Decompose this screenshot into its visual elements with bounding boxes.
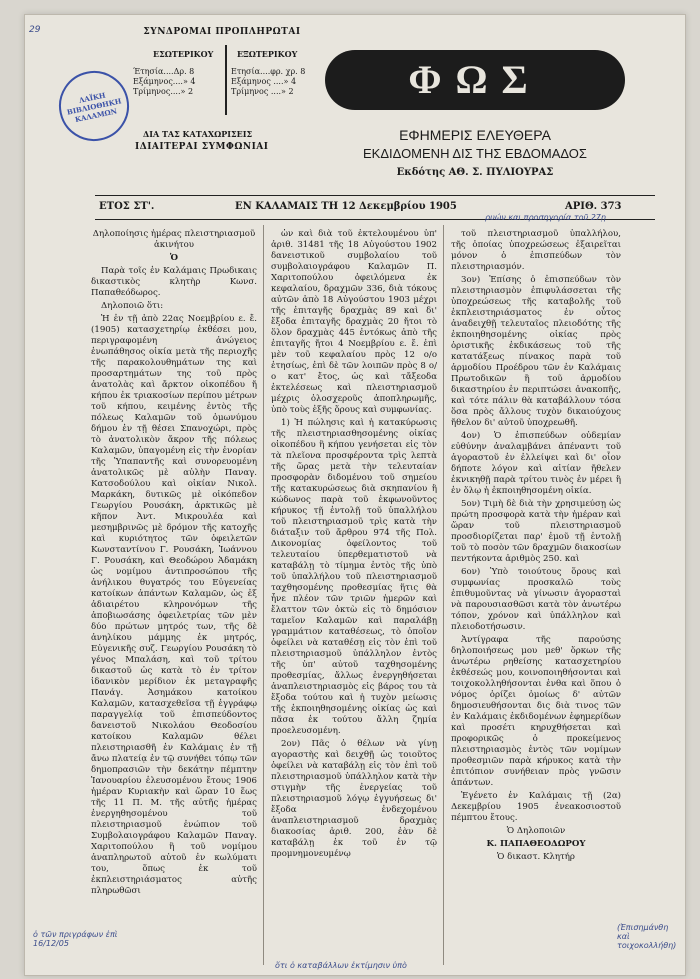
column-separator <box>443 225 444 965</box>
issue-number: ΑΡΙΘ. 373 <box>565 201 622 212</box>
issue-year: ΕΤΟΣ ΣΤ'. <box>99 201 155 212</box>
subscription-title: ΣΥΝΔΡΟΜΑΙ ΠΡΟΠΛΗΡΩΤΑΙ <box>143 27 301 37</box>
ads-terms: ΙΔΙΑΙΤΕΡΑΙ ΣΥΜΦΩΝΙΑΙ <box>135 142 269 152</box>
handwritten-page-number: 29 <box>29 25 41 35</box>
paragraph: 4ον) Ὁ ἐπισπεύδων οὐδεμίαν εὐθύνην ἀναλαμβάνει ἀπέναντι τοῦ ἀγοραστοῦ ἐν ἐλλείψει καὶ δι' οἷον δήποτε λόγον καὶ αἰτίαν ἤθελεν ἐκνικηθῇ παρὰ τρίτου τινὸς ἐν μέρει ἢ ἐν ὅλῳ ἡ ἐκποιηθησομένη οἰκία. <box>451 431 621 496</box>
masthead-title: ΦΩΣ <box>325 50 625 110</box>
library-stamp: ΛΑΪΚΗ ΒΙΒΛΙΟΘΗΚΗ ΚΑΛΑΜΩΝ <box>52 64 135 147</box>
column-2 <box>271 229 437 959</box>
exterior-label: ΕΞΩΤΕΡΙΚΟΥ <box>237 49 298 59</box>
closing: Ὁ Δηλοποιῶν <box>506 826 566 836</box>
rate-line: Έτησία....Δρ. 8 <box>133 67 195 76</box>
handwritten-note-left: ὁ τῶν πριγράφων ἐπὶ 16/12/05 <box>33 930 118 948</box>
paragraph: Ἀντίγραφα τῆς παρούσης δηλοποιήσεως μου μεθ' ὅρκων τῆς ἀνωτέρω ρηθείσης κατασχετηρίου ἐκθέσεώς μου, κοινοποιηθήσονται καὶ τοιχοκολληθήσονται ἐνθα καὶ ὅπου ὁ νόμος ὁρίζει ὁμοίως δ' αὐτῶν δημοσιευθήσονται δις διὰ τινος τῶν ἐν Καλάμαις ἐκδιδομένων ἐφημερίδων καὶ προσέτι κηρυχθήσεται καὶ προφορικῶς ὁ προκείμενος πλειστηριασμὸς ἐντὸς τῶν νομίμων προθεσμιῶν παρὰ κήρυκος κατὰ τὴν ἐπιτόπιον συνήθειαν πρὸς γνῶσιν ἁπάντων. <box>451 635 621 788</box>
newspaper-header <box>25 15 685 185</box>
handwritten-note-right: (Ἐπισημάνθη καὶ τοιχοκολλήθη) <box>617 923 677 950</box>
publisher: Εκδότης ΑΘ. Σ. ΠΥΛΙΟΥΡΑΣ <box>396 167 554 178</box>
rate-line: Τρίμηνος ....» 2 <box>231 87 294 96</box>
column-separator <box>263 225 264 965</box>
paragraph: 1) Ἡ πώλησις καὶ ἡ κατακύρωσις τῆς πλειστηριασθησομένης οἰκίας οἰκοπέδου ἢ κήπου γενήσεται εἰς τὸν τὰ πλεῖονα προσφέροντα τρὶς λεπτὰ τῆς ὥρας μετὰ τὴν τελευταίαν προσφορὰν διδομένου τοῦ σημείου τῆς κατακυρώσεως διὰ σκηπανίου ἢ κώδωνος παρὰ τοῦ ἐκφωνοῦντος κήρυκος τῇ ἐντολῇ τοῦ ὑπαλλήλου τοῦ πλειστηριασμοῦ τρὶς κατὰ τὴν διάταξιν τοῦ ἄρθρου 974 τῆς Πολ. Δικονομίας ὀφείλοντος τοῦ τελευταίου ὑπερθεματιστοῦ νὰ καταβάλῃ τὸ τίμημα ἐντὸς τῆς ὑπὸ τοῦ ὑπαλλήλου τοῦ πλειστηριασμοῦ ταχθησομένης προθεσμίας ἥτις θὰ ἦνε πλέον τῶν τριῶν ἡμερῶν καὶ ἔλαττον τῶν ὀκτὼ εἰς τὸ δημόσιον ταμεῖον Καλαμῶν καὶ παραλάβῃ γραμμάτιον καταθέσεως, τὸ ὁποῖον ὀφείλει νὰ καταθέσῃ εἰς τὸν ἐπὶ τοῦ πλειστηριασμοῦ ὑπάλληλον ἐντὸς τῆς ὑπ' αὐτοῦ ταχθησομένης προθεσμίας, ἄλλως ἐνεργηθήσεται ἀναπλειστηριασμὸς εἰς βάρος του τὰ ἔξοδα τούτου καὶ ἡ τυχὸν μείωσις τῆς ἐκποιηθησομένης οἰκίας ὡς καὶ πᾶσα ἐκ τούτου ἄλλη ζημία προελευσομένη. <box>271 418 437 736</box>
paragraph: Παρὰ τοῖς ἐν Καλάμαις Πρωδικαις δικαστικὸς κλητὴρ Κωνσ. Παπαθεόδωρος. <box>91 266 257 298</box>
exterior-rates <box>231 67 305 97</box>
handwritten-note-top: ρυών και προσηγορία τοῦ 27ῃ <box>485 213 606 222</box>
column-3 <box>451 229 621 959</box>
column-1 <box>91 229 257 959</box>
issue-place-date: ΕΝ ΚΑΛΑΜΑΙΣ ΤΗ 12 Δεκεμβρίου 1905 <box>235 201 457 212</box>
paragraph: Ἐγένετο ἐν Καλάμαις τῇ (2α) Δεκεμβρίου 1905 ἐνεακοσιοστοῦ πέμπτου ἔτους. <box>451 791 621 823</box>
notice-title: Δηλοποίησις ἡμέρας πλειστηριασμοῦ ἀκινήτου <box>92 229 256 250</box>
handwritten-note-mid: ὅτι ὁ καταβάλλων ἐκτίμησιν ὑπὸ <box>275 961 407 970</box>
signature-title: Ὁ δικαστ. Κλητήρ <box>497 852 575 862</box>
paragraph: 6ον) Ὑπὸ τοιούτους ὅρους καὶ συμφωνίας προσκαλῶ τοὺς ἐπιθυμοῦντας νὰ γίνωσιν ἀγορασταὶ νὰ παρουσιασθῶσι κατὰ τὸν ἀνωτέρω τόπον, χρόνον καὶ ὑπάλληλον καὶ πλειοδοτήσωσιν. <box>451 567 621 632</box>
paragraph: 5ον) Τιμὴ δὲ διὰ τὴν χρησιμεύσῃ ὡς πρώτη προσφορὰ κατὰ τὴν ἡμέραν καὶ ὥραν τοῦ πλειστηριασμοῦ προσδιορίζεται παρ' ἐμοῦ τῇ ἐντολῇ τοῦ τὸ ποσὸν τῶν δραχμῶν διακοσίων πεντήκοντα ἀριθμὸς 250. καὶ <box>451 499 621 564</box>
notice-initial: Ὁ <box>169 253 179 263</box>
top-rule <box>95 195 655 196</box>
subscription-divider <box>225 45 227 115</box>
rate-line: Εξάμηνος....» 4 <box>133 77 196 86</box>
tagline-free: ΕΦΗΜΕΡΙΣ ΕΛΕΥΘΕΡΑ <box>399 127 551 143</box>
paragraph: τοῦ πλειστηριασμοῦ ὑπαλλήλου, τῆς ὁποίας ὑποχρεώσεως ἐξαιρεῖται μόνον ὁ ἐπισπεύδων τὸν πλειστηριασμόν. <box>451 229 621 272</box>
rate-line: Τρίμηνος....» 2 <box>133 87 194 96</box>
paragraph: ὧν καὶ διὰ τοῦ ἐκτελουμένου ὑπ' ἀριθ. 31481 τῆς 18 Αὐγούστου 1902 δανειστικοῦ συμβολαίου τοῦ συμβολαιογράφου Καλαμῶν Π. Χαριτοπούλου ὀφειλόμενα ἐκ κεφαλαίου, δραχμῶν 336, διὰ τόκους αὐτῶν ἀπὸ 18 Αὐγούστου 1903 μέχρι τῆς ἐπιταγῆς δραχμὰς 89 καὶ δι' ἔξοδα ἐπιταγῆς δραχμὰς 20 ἤτοι τὸ ὅλον δραχμὰς 445 ἐντόκως ἀπὸ τῆς ἐπιταγῆς ἤτοι 4 Νοεμβρίου ε. ἔ. ἐπὶ μὲν τοῦ κεφαλαίου πρὸς 12 ο/ο ἐτησίως, ἐπὶ δὲ τῶν λοιπῶν πρὸς 8 ο/ο κατ' ἔτος, ὡς καὶ τἄξεοδα ἐκτελέσεως καὶ πλειστηριασμοῦ μέχρις ὁλοσχεροῦς ἀποπληρωμῆς, ὑπὸ τοὺς ἑξῆς ὅρους καὶ συμφωνίας. <box>271 229 437 415</box>
rate-line: Ετησία....φρ. χρ. 8 <box>231 67 306 76</box>
paragraph: 2ον) Πᾶς ὁ θέλων νὰ γίνῃ αγοραστὴς καὶ δειχθῇ ὡς τοιοῦτος ὀφείλει νὰ καταβάλῃ εἰς τὸν ἐπὶ τοῦ πλειστηριασμοῦ ὑπάλληλον κατὰ τὴν στιγμὴν τῆς ἐνεργείας τοῦ πλειστηριασμοῦ λόγῳ ἐγγυήσεως δι' ἔξοδα ἐνδεχομένου ἀναπλειστηριασμοῦ δραχμὰς διακοσίας ἀριθ. 200, ἐὰν δὲ καταβάλῃ ἐκ τοῦ ἐν τῷ προμνημονευμένῳ <box>271 739 437 859</box>
newspaper-page <box>24 14 686 976</box>
signature: Κ. ΠΑΠΑΘΕΟΔΩΡΟΥ <box>486 839 586 849</box>
interior-rates <box>133 67 196 97</box>
paragraph: Δηλοποιῶ ὅτι: <box>101 301 164 311</box>
paragraph: Ἡ ἐν τῇ ἀπὸ 22ας Νοεμβρίου ε. ἔ. (1905) κατασχετηρίῳ ἐκθέσει μου, περιγραφομένη ἀνώγειος ἐνωπάθησος οἰκία μετὰ τῆς περιοχῆς τῆς παρακολουθημάτων της καὶ προσαρτημάτων της τοῦ πρὸς ἀνατολὰς καὶ ἄρκτον οἰκοπέδου ἤ κήπου ἐκ τριακοσίων περίπου μέτρων τοῦ κήπου, κειμένης ἐντὸς τῆς πόλεως Καλαμῶν τοῦ ὁμωνύμου δήμου ἐν τῇ θέσει Σπανοχώρι, πρὸς τὸ ἀνατολικὸν ἄκρον τῆς πόλεως Καλαμῶν, ὑπαγομένη εἰς τὴν ἐνορίαν τῆς Ὑπαπαντῆς καὶ συνορευομένη ἀνατολικῶς μὲ αὐλὴν Παναγ. Κατσοδούλου καὶ οἰκίαν Νικολ. Μαρκάκη, δυτικῶς μὲ οἰκόπεδον Γεωργίου Ρουσάκη, ἀρκτικῶς μὲ κῆπον Ἀντ. Μικρουλέα καὶ μεσημβρινῶς μὲ δρόμον τῆς κατοχῆς καὶ κυριότητος τῶν ὀφειλετῶν Κωνσταντίνου Γ. Ρουσάκη, Ἰωάννου Γ. Ρουσάκη, καὶ Θεοδώρου Ἀδαμάκη ὡς νομίμου ἀντιπροσώπου τῆς ἀνήλικου θυγατρός του Εὐγενείας κατοίκων ἁπάντων Καλαμῶν, ὡς ἐξ ἀδιαιρέτου κληρονόμων τῆς ἀποβιωσάσης ὀφειλετρίας τῶν μὲν δύο πρώτων μητρός των, τῆς δὲ ἀνηλίκου μάμμης ἐκ μητρός, Εὐγενικῆς συζ. Γεωργίου Ρουσάκη τὸ γένος Μπαλάση, καὶ τοῦ τρίτου δικαστοῦ ὡς κατὰ τὸ ἐν τρίτον ἰδανικὸν μερίδιον ἐκ μεταγραφῆς Πανάγ. Ἀσημάκου κατοίκου Καλαμῶν, κατασχεθεῖσα τῇ ἐγγράφῳ παραγγελίᾳ τοῦ ἐπισπεύδοντος δανειστοῦ Νικολάου Θεοδοσίου κατοίκου Καλαμῶν θέλει πλειστηριασθῆ ἐν Καλάμαις ἐν τῇ ἄνω πλατείᾳ ἐν τῷ συνήθει τόπῳ τῶν δημοπρασιῶν τὴν δεκάτην πέμπτην Ἰανουαρίου ἐλευσομένου ἔτους 1906 ἡμέραν Κυριακὴν καὶ ὥραν 10 ἕως τῆς 11 Π. Μ. τῆς αὐτῆς ἡμέρας ἐνεργηθησομένου τοῦ πλειστηριασμοῦ ἐνώπιον τοῦ Συμβολαιογράφου Καλαμῶν Παναγ. Χαριτοπούλου ἢ τοῦ νομίμου ἀναπληρωτοῦ αὐτοῦ ἐν κωλύματι του, ὅπως ἐκ τοῦ ἐκπλειστηριάσματος αὐτῆς πληρωθῶσι <box>91 314 257 896</box>
interior-label: ΕΣΩΤΕΡΙΚΟΥ <box>153 49 214 59</box>
paragraph: 3ον) Ἐπίσης ὁ ἐπισπεύδων τὸν πλειστηριασμὸν ἐπιφυλάσσεται τῆς ὑποχρεώσεως τῆς καταβολῆς τοῦ ἐκπλειστηριάσματος ἐν οὗτος ἀναδειχθῇ τελευταῖος πλειοδότης τῆς ἐκποιηθησομένης οἰκίας πρὸς ὁριστικῆς ἐκδικάσεως τοῦ τῆς κατατάξεως πίνακος παρὰ τοῦ ἁρμοδίου Προέδρου τῶν ἐν Καλάμαις Πρωτοδικῶν ἢ τοῦ ἁρμοδίου δικαστηρίου ἐν περιπτώσει ἀνακοπῆς, καὶ τότε πάλιν θὰ καταβάλλουν τόσα ὅσα πρὸς ἄλλους τυχὸν δικαιούχους ἤθελον δι' αὐτοῦ ὑποχρεωθῆ. <box>451 275 621 428</box>
tagline-frequency: ΕΚΔΙΔΟΜΕΝΗ ΔΙΣ ΤΗΣ ΕΒΔΟΜΑΔΟΣ <box>363 146 587 161</box>
ads-label: ΔΙΑ ΤΑΣ ΚΑΤΑΧΩΡΙΣΕΙΣ <box>143 129 253 139</box>
rate-line: Εξάμηνος ....» 4 <box>231 77 297 86</box>
